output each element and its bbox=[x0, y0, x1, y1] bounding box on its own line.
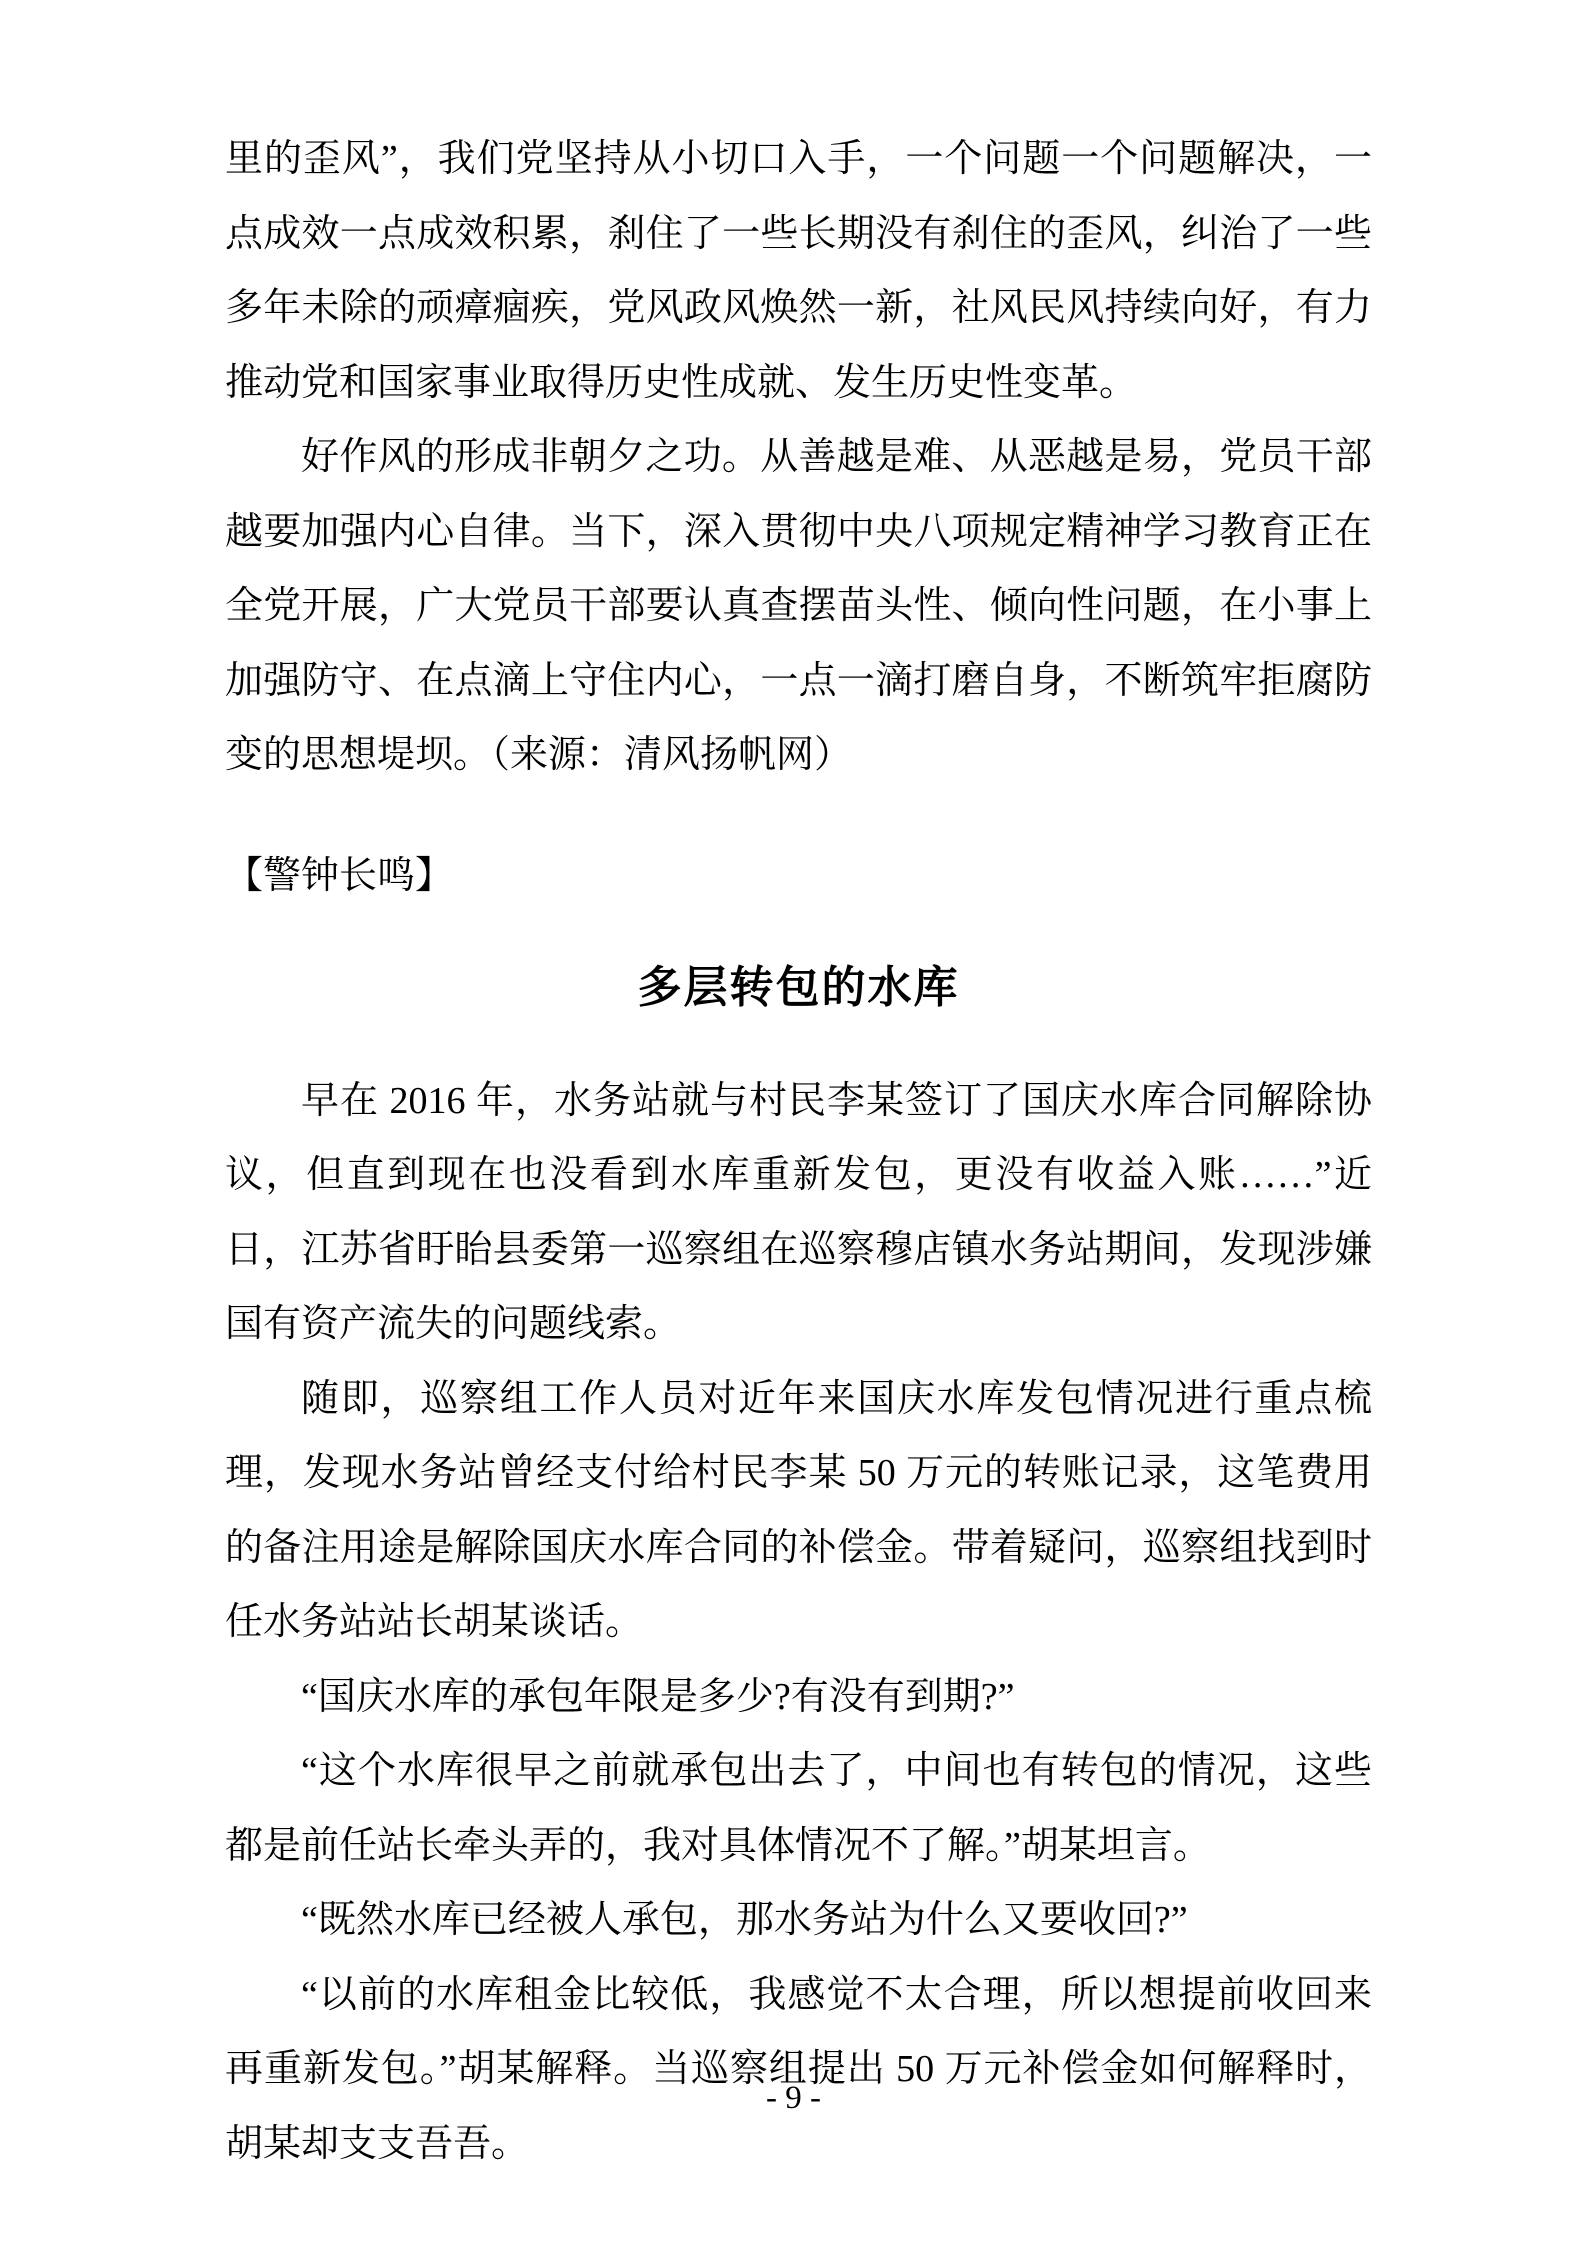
paragraph-continuation: 里的歪风”，我们党坚持从小切口入手，一个问题一个问题解决，一点成效一点成效积累，刹住了一些长期没有刹住的歪风，纠治了一些多年未除的顽瘴痼疾，党风政风焕然一新，社风民风持续向好，有力推动党和国家事业取得历史性成就、发生历史性变革。 bbox=[225, 138, 1372, 404]
paragraph: 随即，巡察组工作人员对近年来国庆水库发包情况进行重点梳理，发现水务站曾经支付给村民李某 50 万元的转账记录，这笔费用的备注用途是解除国庆水库合同的补偿金。带着疑问，巡察组找到时任水务站站长胡某谈话。 bbox=[225, 1377, 1372, 1643]
paragraph: 好作风的形成非朝夕之功。从善越是难、从恶越是易，党员干部越要加强内心自律。当下，深入贯彻中央八项规定精神学习教育正在全党开展，广大党员干部要认真查摆苗头性、倾向性问题，在小事上加强防守、在点滴上守住内心，一点一滴打磨自身，不断筑牢拒腐防变的思想堤坝。（来源：清风扬帆网） bbox=[225, 436, 1372, 776]
article-title: 多层转包的水库 bbox=[637, 963, 960, 1012]
paragraph-dialogue: “以前的水库租金比较低，我感觉不太合理，所以想提前收回来再重新发包。”胡某解释。当巡察组提出 50 万元补偿金如何解释时，胡某却支支吾吾。 bbox=[225, 1973, 1372, 2165]
page-number: - 9 - bbox=[766, 2080, 821, 2116]
paragraph-dialogue: “国庆水库的承包年限是多少?有没有到期?” bbox=[301, 1675, 1015, 1718]
section-marker: 【警钟长鸣】 bbox=[225, 854, 454, 897]
paragraph: 早在 2016 年，水务站就与村民李某签订了国庆水库合同解除协议，但直到现在也没看到水库重新发包，更没有收益入账……”近日，江苏省盱眙县委第一巡察组在巡察穆店镇水务站期间，发现涉嫌国有资产流失的问题线索。 bbox=[225, 1079, 1372, 1345]
paragraph-dialogue: “既然水库已经被人承包，那水务站为什么又要收回?” bbox=[301, 1899, 1188, 1941]
paragraph-dialogue: “这个水库很早之前就承包出去了，中间也有转包的情况，这些都是前任站长牵头弄的，我对具体情况不了解。”胡某坦言。 bbox=[225, 1750, 1372, 1867]
